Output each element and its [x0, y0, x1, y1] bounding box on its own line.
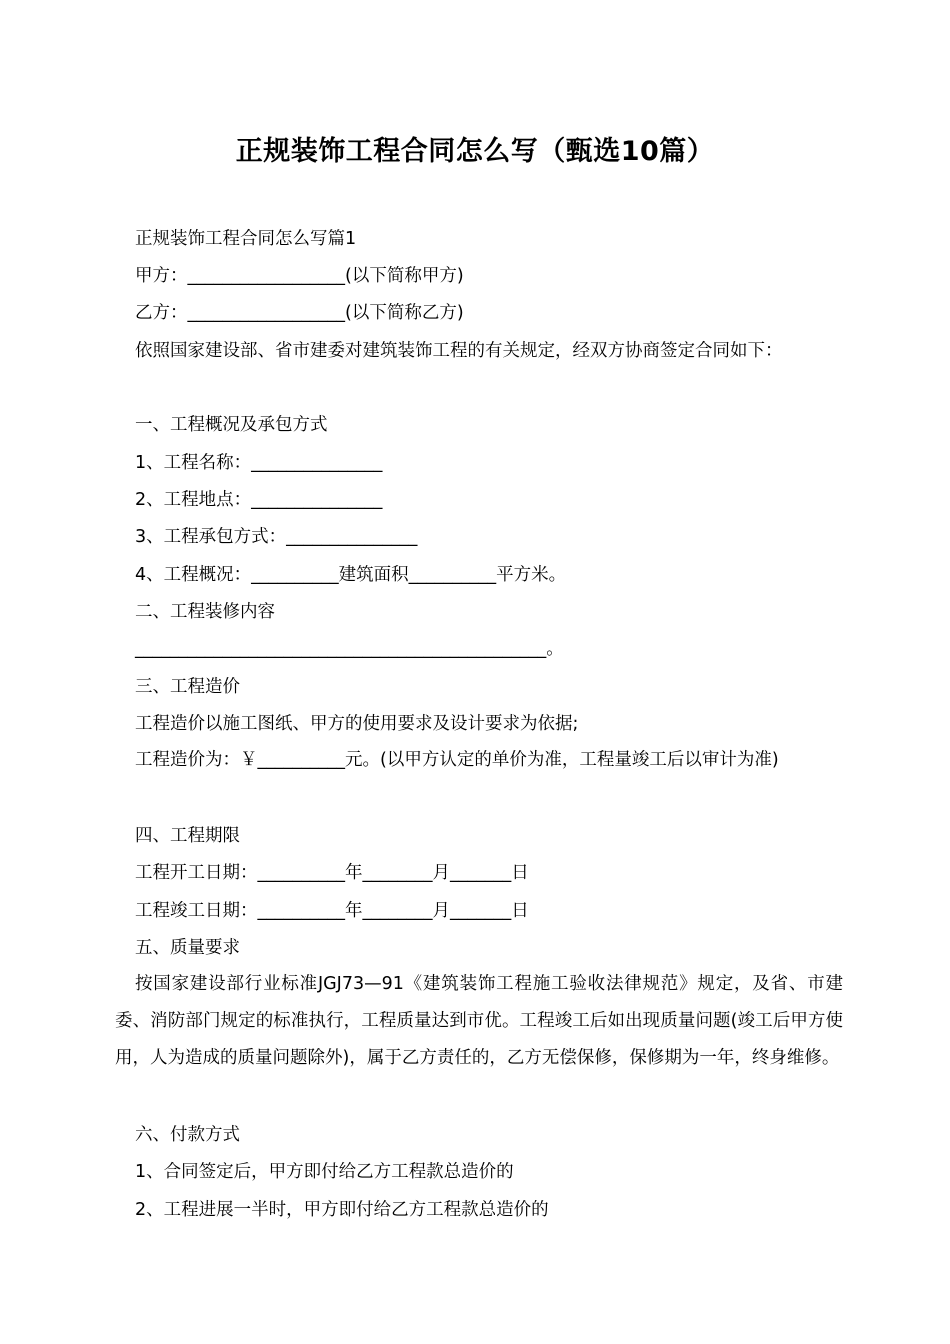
party-a-line: 甲方：__________________(以下简称甲方)	[135, 266, 464, 286]
completion-date-line: 工程竣工日期：__________年________月_______日	[135, 901, 529, 921]
heading-payment-method: 六、付款方式	[135, 1125, 240, 1145]
heading-quality-requirements: 五、质量要求	[135, 938, 240, 958]
quality-requirements-paragraph: 按国家建设部行业标准JGJ73—91《建筑装饰工程施工验收法律规范》规定，及省、市建委、消防部门规定的标准执行，工程质量达到市优。工程竣工后如出现质量问题(竣工后甲方使用，人为造成的质量问题除外)，属于乙方责任的，乙方无偿保修，保修期为一年，终身维修。	[115, 974, 843, 1068]
payment-item-1: 1、合同签定后，甲方即付给乙方工程款总造价的	[135, 1162, 514, 1182]
payment-item-2: 2、工程进展一半时，甲方即付给乙方工程款总造价的	[135, 1200, 549, 1220]
decoration-content-blank: _______________________________________________。	[135, 639, 564, 659]
heading-decoration-content: 二、工程装修内容	[135, 602, 275, 622]
cost-basis-line: 工程造价以施工图纸、甲方的使用要求及设计要求为依据;	[135, 714, 579, 734]
contracting-method-line: 3、工程承包方式：_______________	[135, 527, 418, 547]
heading-project-period: 四、工程期限	[135, 826, 240, 846]
project-location-line: 2、工程地点：_______________	[135, 490, 383, 510]
document-title: 正规装饰工程合同怎么写（甄选10篇）	[235, 136, 715, 167]
heading-project-cost: 三、工程造价	[135, 677, 240, 697]
party-b-line: 乙方：__________________(以下简称乙方)	[135, 303, 464, 323]
intro-paragraph: 依照国家建设部、省市建委对建筑装饰工程的有关规定，经双方协商签定合同如下：	[135, 341, 783, 361]
start-date-line: 工程开工日期：__________年________月_______日	[135, 863, 529, 883]
section-heading-part1: 正规装饰工程合同怎么写篇1	[135, 229, 357, 249]
project-summary-line: 4、工程概况：__________建筑面积__________平方米。	[135, 565, 567, 585]
project-name-line: 1、工程名称：_______________	[135, 453, 383, 473]
heading-project-overview: 一、工程概况及承包方式	[135, 415, 328, 435]
cost-amount-paragraph: 工程造价为：￥__________元。(以甲方认定的单价为准，工程量竣工后以审计为准)	[135, 750, 779, 770]
